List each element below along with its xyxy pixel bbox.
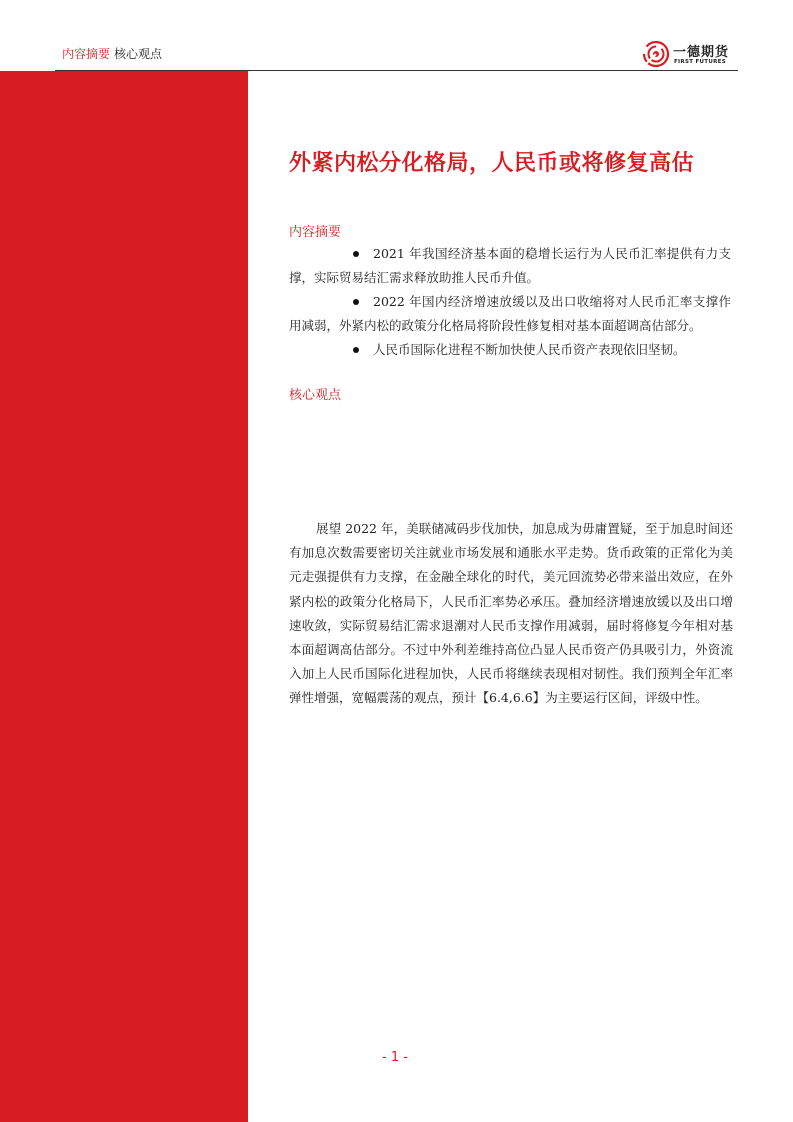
logo-english-name: FIRST FUTURES bbox=[674, 59, 726, 65]
document-title: 外紧内松分化格局，人民币或将修复高估 bbox=[289, 151, 695, 176]
header-other-section: 核心观点 bbox=[114, 47, 163, 61]
first-futures-logo-icon bbox=[642, 40, 670, 68]
page-number: - 1 - bbox=[382, 1050, 408, 1065]
header-current-section: 内容摘要 bbox=[62, 47, 111, 61]
core-view-heading: 核心观点 bbox=[289, 388, 342, 403]
header-section-title bbox=[62, 46, 162, 62]
core-view-paragraph: 展望 2022 年，美联储减码步伐加快，加息成为毋庸置疑，至于加息时间还有加息次数需要密切关注就业市场发展和通胀水平走势。货币政策的正常化为美元走强提供有力支撑，在金融全球化的时代，美元回流势必带来溢出效应，在外紧内松的政策分化格局下，人民币汇率势必承压。叠加经济增速放缓以及出口增速收敛，实际贸易结汇需求退潮对人民币支撑作用减弱，届时将修复今年相对基本面超调高估部分。不过中外利差维持高位凸显人民币资产仍具吸引力，外资流入加上人民币国际化进程加快，人民币将继续表现相对韧性。我们预判全年汇率弹性增强，宽幅震荡的观点，预计【6.4,6.6】为主要运行区间，评级中性。 bbox=[289, 521, 733, 706]
logo-chinese-name: 一德期货 bbox=[673, 45, 730, 60]
company-logo bbox=[642, 40, 738, 68]
summary-bullet: 2021 年我国经济基本面的稳增长运行为人民币汇率提供有力支撑，实际贸易结汇需求释放助推人民币升值。 bbox=[289, 242, 731, 290]
summary-bullet: 人民币国际化进程不断加快使人民币资产表现依旧坚韧。 bbox=[289, 338, 731, 362]
summary-bullet: 2022 年国内经济增速放缓以及出口收缩将对人民币汇率支撑作用减弱，外紧内松的政策分化格局将阶段性修复相对基本面超调高估部分。 bbox=[289, 290, 731, 338]
summary-bullet-list bbox=[289, 242, 731, 362]
decorative-red-sidebar bbox=[0, 71, 248, 1122]
summary-heading: 内容摘要 bbox=[289, 225, 342, 240]
